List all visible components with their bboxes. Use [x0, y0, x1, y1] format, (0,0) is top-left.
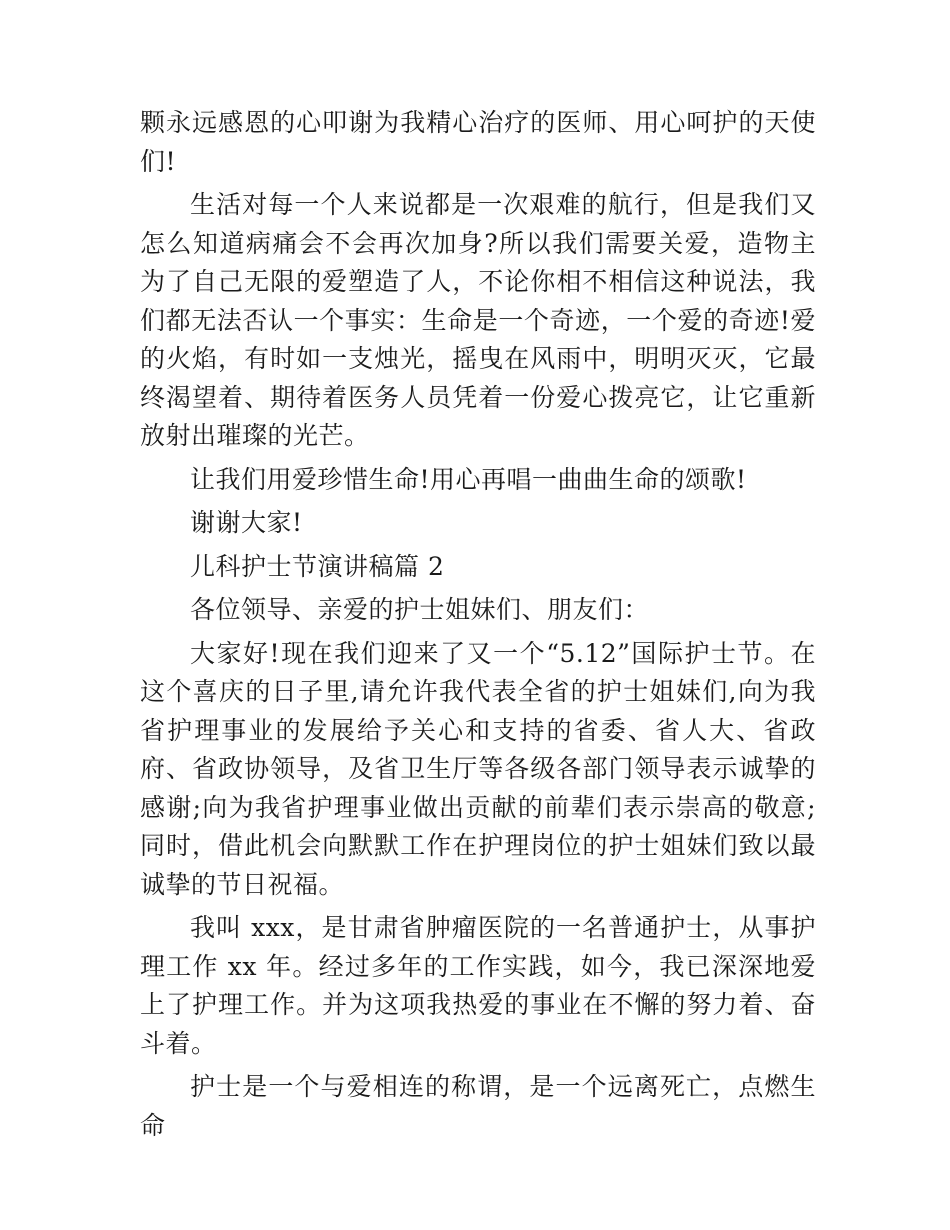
paragraph: 我叫 xxx，是甘肃省肿瘤医院的一名普通护士，从事护理工作 xx 年。经过多年的工作实践，如今，我已深深地爱上了护理工作。并为这项我热爱的事业在不懈的努力着、奋斗着。 — [140, 913, 816, 1058]
paragraph: 颗永远感恩的心叩谢为我精心治疗的医师、用心呵护的天使们! — [140, 108, 816, 176]
paragraph: 大家好!现在我们迎来了又一个“5.12”国际护士节。在这个喜庆的日子里,请允许我代表全省的护士姐妹们,向为我省护理事业的发展给予关心和支持的省委、省人大、省政府、省政协领导，及省卫生厅等各级各部门领导表示诚挚的感谢;向为我省护理事业做出贡献的前辈们表示崇高的敬意;同时，借此机会向默默工作在护理岗位的护士姐妹们致以最诚挚的节日祝福。 — [140, 638, 816, 899]
paragraph: 让我们用爱珍惜生命!用心再唱一曲曲生命的颂歌! — [190, 464, 747, 494]
document-body — [140, 104, 816, 1150]
paragraph: 生活对每一个人来说都是一次艰难的航行，但是我们又怎么知道病痛会不会再次加身?所以我们需要关爱，造物主为了自己无限的爱塑造了人，不论你相不相信这种说法，我们都无法否认一个事实：生命是一个奇迹，一个爱的奇迹!爱的火焰，有时如一支烛光，摇曳在风雨中，明明灭灭，它最终渴望着、期待着医务人员凭着一份爱心拨亮它，让它重新放射出璀璨的光芒。 — [140, 190, 816, 450]
paragraph: 谢谢大家! — [190, 508, 303, 537]
paragraph: 护士是一个与爱相连的称谓，是一个远离死亡，点燃生命 — [140, 1072, 816, 1140]
paragraph: 各位领导、亲爱的护士姐妹们、朋友们： — [190, 595, 650, 624]
paragraph: 儿科护士节演讲稿篇 2 — [190, 551, 445, 581]
